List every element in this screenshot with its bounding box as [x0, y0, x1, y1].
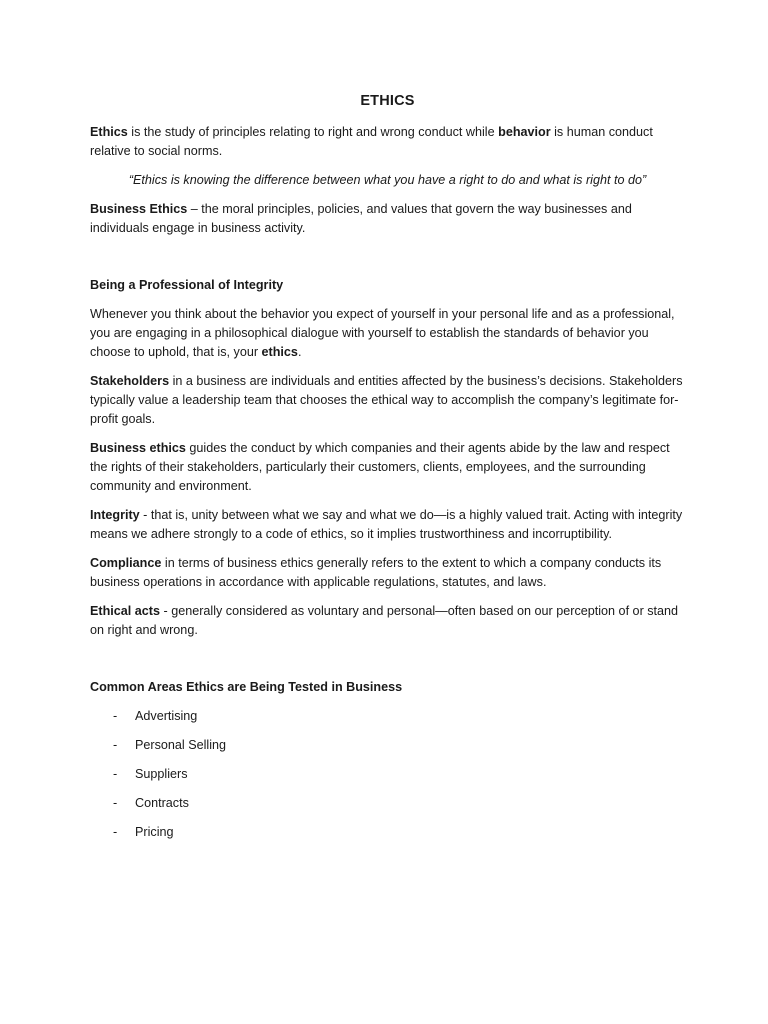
stakeholders-text: in a business are individuals and entities affected by the business’s decisions. Stakeholders typically value a leadership team that chooses the ethical way to accomplish the company’s legitimate for-profit goals.: [90, 374, 683, 426]
business-ethics-text: – the moral principles, policies, and values that govern the way businesses and individuals engage in business activity.: [90, 202, 632, 235]
section-heading-common-areas: Common Areas Ethics are Being Tested in Business: [90, 680, 403, 694]
term-stakeholders: Stakeholders: [90, 374, 170, 388]
integrity-text: - that is, unity between what we say and what we do—is a highly valued trait. Acting with integrity means we adhere strongly to a code of ethics, so it implies trustworthiness and incorruptibility.: [90, 508, 683, 541]
paragraph-professional-ethics: [90, 305, 685, 362]
list-item-label: Contracts: [135, 796, 189, 810]
term-ethical-acts: Ethical acts: [90, 604, 160, 618]
professional-ethics-text: Whenever you think about the behavior you expect of yourself in your personal life and as a professional, you are engaging in a philosophical dialogue with yourself to establish the standards of behavior you choose to uphold, that is, your: [90, 307, 675, 359]
list-item: [90, 736, 685, 755]
paragraph-compliance: [90, 554, 685, 592]
intro-text-1: is the study of principles relating to right and wrong conduct while: [127, 125, 499, 139]
term-business-ethics: Business Ethics: [90, 202, 188, 216]
ethics-quote: “Ethics is knowing the difference between what you have a right to do and what is right to do”: [128, 173, 647, 187]
dash-bullet: -: [113, 796, 118, 810]
list-item-label: Advertising: [135, 709, 198, 723]
professional-ethics-end: .: [297, 345, 302, 359]
term-ethics: Ethics: [90, 125, 128, 139]
document-page: [90, 92, 685, 852]
list-item-label: Suppliers: [135, 767, 188, 781]
paragraph-stakeholders: [90, 372, 685, 429]
intro-paragraph: [90, 123, 685, 161]
dash-bullet: -: [113, 738, 118, 752]
ethical-acts-text: - generally considered as voluntary and personal—often based on our perception of or stand on right and wrong.: [90, 604, 679, 637]
compliance-text: in terms of business ethics generally refers to the extent to which a company conducts its business operations in accordance with applicable regulations, statutes, and laws.: [90, 556, 662, 589]
document-title: ETHICS: [360, 93, 415, 109]
business-ethics-body: guides the conduct by which companies and their agents abide by the law and respect the rights of their stakeholders, particularly their customers, clients, employees, and the surrounding community and environment.: [90, 441, 670, 493]
dash-bullet: -: [113, 767, 118, 781]
list-item-label: Personal Selling: [135, 738, 227, 752]
section-heading-integrity: Being a Professional of Integrity: [90, 278, 284, 292]
term-business-ethics-lower: Business ethics: [90, 441, 186, 455]
list-item: [90, 794, 685, 813]
dash-bullet: -: [113, 825, 118, 839]
dash-bullet: -: [113, 709, 118, 723]
paragraph-business-ethics: [90, 439, 685, 496]
term-integrity: Integrity: [90, 508, 140, 522]
paragraph-integrity: [90, 506, 685, 544]
common-areas-list: [90, 707, 685, 842]
term-ethics-inline: ethics: [261, 345, 298, 359]
business-ethics-definition: [90, 200, 685, 238]
term-compliance: Compliance: [90, 556, 162, 570]
intro-text-2: is human conduct relative to social norms.: [90, 125, 653, 158]
list-item: [90, 707, 685, 726]
list-item-label: Pricing: [135, 825, 174, 839]
list-item: [90, 823, 685, 842]
list-item: [90, 765, 685, 784]
term-behavior: behavior: [498, 125, 551, 139]
paragraph-ethical-acts: [90, 602, 685, 640]
